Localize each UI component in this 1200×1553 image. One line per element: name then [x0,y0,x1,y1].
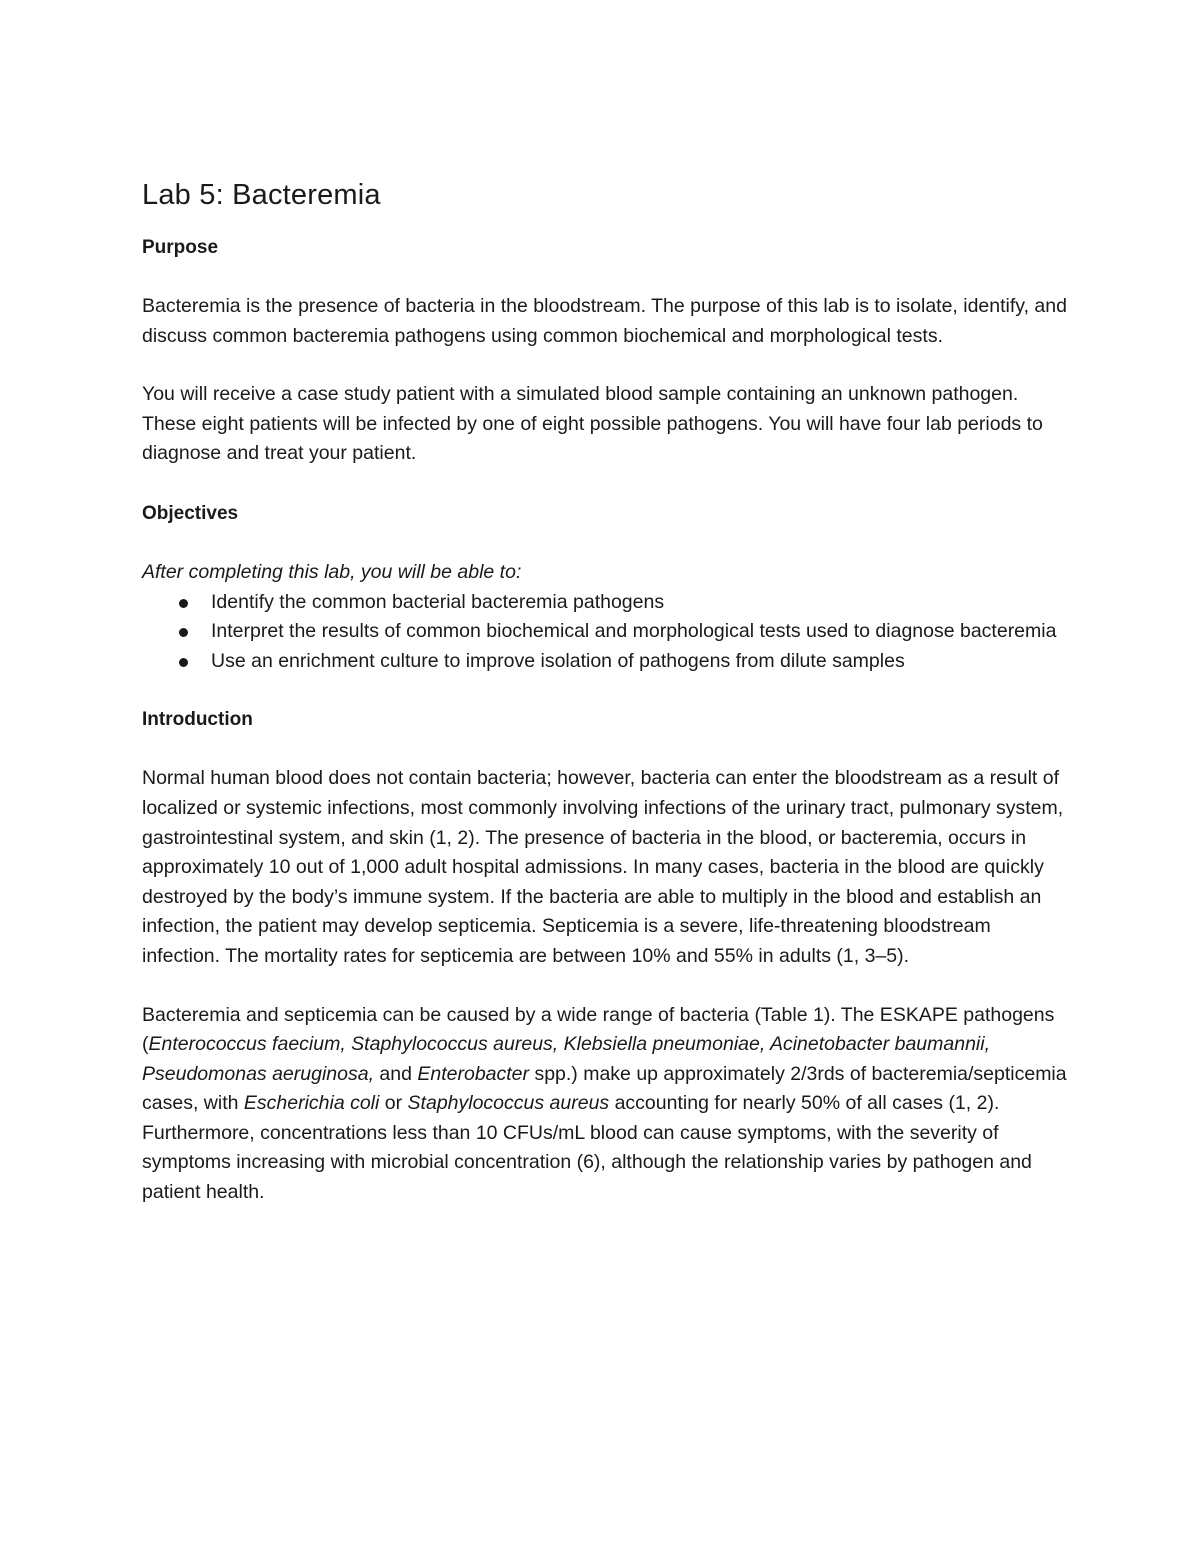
introduction-heading: Introduction [142,709,253,731]
intro-text-segment: spp.) make up approximately 2/3rds of bacteremia/septicemia cases, with [142,1062,1067,1115]
objectives-lead: After completing this lab, you will be able to: [142,560,522,583]
pathogen-name: Enterobacter [417,1062,530,1085]
pathogen-names: Enterococcus faecium, Staphylococcus aureus, Klebsiella pneumoniae, Acinetobacter baumannii, Pseudomonas aeruginosa, [142,1033,991,1085]
objective-text: Use an enrichment culture to improve isolation of pathogens from dilute samples [211,649,905,672]
objective-text: Interpret the results of common biochemical and morphological tests used to diagnose bacteremia [211,620,1057,643]
objectives-heading: Objectives [142,502,239,524]
introduction-paragraph-1: Normal human blood does not contain bacteria; however, bacteria can enter the bloodstream as a result of localized or systemic infections, most commonly involving infections of the urinary tract, pulmonary system, gastrointestinal system, and skin (1, 2). The presence of bacteria in the blood, or bacteremia, occurs in approximately 10 out of 1,000 adult hospital admissions. In many cases, bacteria in the blood are quickly destroyed by the body’s immune system. If the bacteria are able to multiply in the blood and establish an infection, the patient may develop septicemia. Septicemia is a severe, life-threatening bloodstream infection. The mortality rates for septicemia are between 10% and 55% in adults (1, 3–5). [142,767,1064,967]
pathogen-name: Escherichia coli [243,1092,380,1115]
objectives-list [142,588,1067,677]
page-title: Lab 5: Bacteremia [142,179,381,211]
list-item [142,647,1067,677]
pathogen-name: Staphylococcus aureus [407,1092,610,1115]
list-item [142,588,1067,618]
bullet-icon [179,658,188,667]
intro-text-segment: Bacteremia and septicemia can be caused by a wide range of bacteria (Table 1). The ESKAPE pathogens ( [142,1003,1055,1056]
intro-text-segment: or [379,1092,408,1115]
purpose-heading: Purpose [142,237,219,258]
intro-text-segment: and [374,1062,418,1085]
purpose-paragraph-2: You will receive a case study patient with a simulated blood sample containing an unknown pathogen. These eight patients will be infected by one of eight possible pathogens. You will have four lab periods to diagnose and treat your patient. [142,383,1043,465]
bullet-icon [179,599,188,608]
intro-text-segment: accounting for nearly 50% of all cases (1, 2). Furthermore, concentrations less than 10 CFUs/mL blood can cause symptoms, with the severity of symptoms increasing with microbial concentration (6), although the relationship varies by pathogen and patient health. [142,1092,1032,1204]
document-page [142,172,1067,1208]
introduction-paragraph-2 [142,1001,1067,1208]
list-item [142,617,1067,647]
objective-text: Identify the common bacterial bacteremia pathogens [211,590,665,613]
purpose-paragraph-1: Bacteremia is the presence of bacteria in the bloodstream. The purpose of this lab is to isolate, identify, and discuss common bacteremia pathogens using common biochemical and morphological tests. [142,295,1067,347]
bullet-icon [179,628,188,637]
